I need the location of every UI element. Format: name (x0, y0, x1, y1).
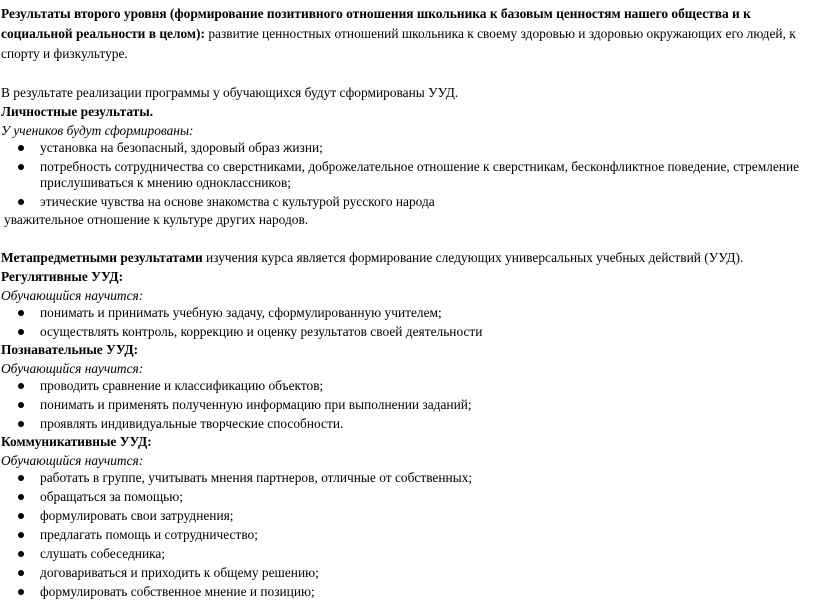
intro-bold: Результаты второго уровня (формирование позитивного отношения школьника к базовым ценностям нашего общества и к социальной реальности в целом): (1, 6, 751, 41)
spacer (0, 64, 816, 83)
personal-list (0, 140, 816, 210)
list-item: предлагать помощь и сотрудничество; (0, 527, 816, 543)
meta-bold: Метапредметными результатами (1, 250, 203, 265)
regulatory-list (0, 305, 816, 340)
cognitive-list (0, 378, 816, 432)
bullet-icon (18, 310, 24, 316)
bullet-icon (18, 494, 24, 500)
bullet-icon (18, 199, 24, 205)
list-item: обращаться за помощью; (0, 489, 816, 505)
list-item: установка на безопасный, здоровый образ жизни; (0, 140, 816, 156)
list-item: слушать собеседника; (0, 546, 816, 562)
list-item: работать в группе, учитывать мнения партнеров, отличные от собственных; (0, 470, 816, 486)
bullet-icon (18, 475, 24, 481)
regulatory-subheading: Обучающийся научится: (1, 288, 144, 303)
bullet-icon (18, 402, 24, 408)
list-item: понимать и применять полученную информацию при выполнении заданий; (0, 397, 816, 413)
bullet-icon (18, 589, 24, 595)
communicative-subheading: Обучающийся научится: (1, 453, 144, 468)
bullet-icon (18, 532, 24, 538)
personal-tail: уважительное отношение к культуре других народов. (4, 212, 309, 227)
communicative-list (0, 470, 816, 600)
list-item: этические чувства на основе знакомства с культурой русского народа (0, 194, 816, 210)
intro-text: развитие ценностных отношений школьника к своему здоровью и здоровью окружающих его людей, к спорту и физкультуре. (1, 26, 796, 61)
list-item: проявлять индивидуальные творческие способности. (0, 416, 816, 432)
cognitive-subheading: Обучающийся научится: (1, 361, 144, 376)
intro-paragraph (0, 4, 816, 64)
spacer (0, 229, 816, 248)
list-item: понимать и принимать учебную задачу, сформулированную учителем; (0, 305, 816, 321)
list-item: договариваться и приходить к общему решению; (0, 565, 816, 581)
list-item: осуществлять контроль, коррекцию и оценку результатов своей деятельности (0, 324, 816, 340)
list-item: проводить сравнение и классификацию объектов; (0, 378, 816, 394)
bullet-icon (18, 164, 24, 170)
bullet-icon (18, 145, 24, 151)
personal-heading: Личностные результаты. (1, 104, 154, 119)
meta-paragraph (0, 248, 816, 267)
bullet-icon (18, 570, 24, 576)
summary-line: В результате реализации программы у обучающихся будут сформированы УУД. (1, 85, 459, 100)
list-item: потребность сотрудничества со сверстниками, доброжелательное отношение к сверстникам, бесконфликтное поведение, стремление прислушиваться к мнению одноклассников; (0, 159, 816, 191)
bullet-icon (18, 513, 24, 519)
bullet-icon (18, 551, 24, 557)
regulatory-heading: Регулятивные УУД: (1, 269, 124, 284)
personal-subheading: У учеников будут сформированы: (1, 123, 194, 138)
list-item: формулировать свои затруднения; (0, 508, 816, 524)
communicative-heading: Коммуникативные УУД: (1, 434, 152, 449)
list-item: формулировать собственное мнение и позицию; (0, 584, 816, 600)
bullet-icon (18, 383, 24, 389)
meta-text: изучения курса является формирование следующих универсальных учебных действий (УУД). (202, 250, 744, 265)
cognitive-heading: Познавательные УУД: (1, 342, 139, 357)
bullet-icon (18, 329, 24, 335)
bullet-icon (18, 421, 24, 427)
